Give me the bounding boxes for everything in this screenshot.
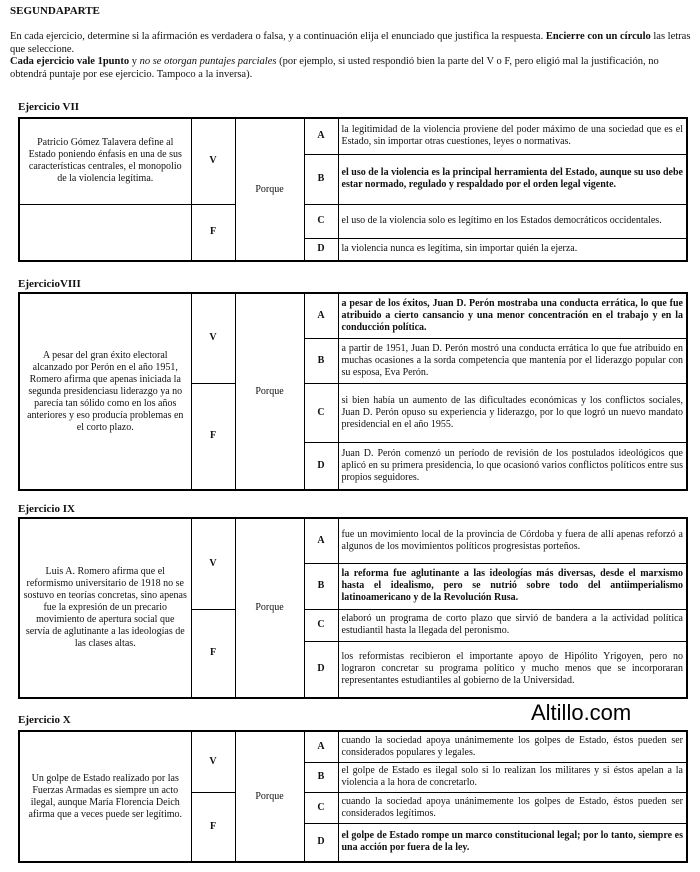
exercise-statement: Un golpe de Estado realizado por las Fuerzas Armadas es siempre un acto ilegal, aunque María Florencia Deich afirma que a veces puede ser legítimo. bbox=[19, 731, 191, 862]
exercise-table bbox=[18, 292, 688, 491]
option-text-b: el golpe de Estado es ilegal solo si lo realizan los militares y si éstos apelan a la violencia a la hora de concretarlo. bbox=[338, 762, 687, 792]
option-letter-b[interactable]: B bbox=[304, 154, 338, 204]
option-text-c: cuando la sociedad apoya unánimemente los golpes de Estado, éstos pueden ser considerados legítimos. bbox=[338, 792, 687, 823]
scoring-italic: no se otorgan puntajes parciales bbox=[139, 56, 277, 68]
watermark-logo: Altillo.com bbox=[531, 700, 632, 725]
option-letter-a[interactable]: A bbox=[304, 118, 338, 154]
option-letter-d[interactable]: D bbox=[304, 442, 338, 490]
option-letter-b[interactable]: B bbox=[304, 563, 338, 609]
instructions bbox=[10, 31, 692, 81]
instructions-paragraph-1 bbox=[10, 31, 692, 56]
false-option[interactable]: F bbox=[191, 204, 235, 261]
option-letter-c[interactable]: C bbox=[304, 204, 338, 238]
option-text-c: si bien había un aumento de las dificultades económicas y los conflictos sociales, Juan D. Perón opuso su experiencia y liderazgo, por lo que logró un nuevo mandato presidencial en el año 1955. bbox=[338, 383, 687, 442]
true-option[interactable]: V bbox=[191, 118, 235, 204]
option-letter-c[interactable]: C bbox=[304, 609, 338, 641]
true-option[interactable]: V bbox=[191, 731, 235, 792]
porque-label: Porque bbox=[235, 118, 304, 261]
option-letter-a[interactable]: A bbox=[304, 293, 338, 338]
exercise-table bbox=[18, 117, 688, 262]
option-text-a: a pesar de los éxitos, Juan D. Perón mostraba una conducta errática, lo que fue atribuido a cierto cansancio y una menor concentración en el trabajo y en la conducción política. bbox=[338, 293, 687, 338]
option-text-c: el uso de la violencia solo es legítimo en los Estados democráticos occidentales. bbox=[338, 204, 687, 238]
porque-label: Porque bbox=[235, 518, 304, 698]
option-text-a: la legitimidad de la violencia proviene del poder máximo de una sociedad que es el Estado, sin importar otras cuestiones, leyes o normativas. bbox=[338, 118, 687, 154]
exercise-title: Ejercicio IX bbox=[18, 503, 75, 515]
exercise-title: EjercicioVIII bbox=[18, 278, 81, 290]
exercise-statement: Luis A. Romero afirma que el reformismo universitario de 1918 no se sostuvo en teorías concretas, sino apenas fue la expresión de un precario movimiento de apertura social que servía de aglutinante a las ideologías de las clases altas. bbox=[19, 518, 191, 698]
option-text-b: el uso de la violencia es la principal herramienta del Estado, aunque su uso debe estar normado, regulado y respaldado por el orden legal vigente. bbox=[338, 154, 687, 204]
true-option[interactable]: V bbox=[191, 293, 235, 383]
false-option[interactable]: F bbox=[191, 383, 235, 490]
instructions-paragraph-2 bbox=[10, 56, 692, 81]
porque-label: Porque bbox=[235, 731, 304, 862]
instructions-text: y bbox=[129, 56, 140, 68]
option-letter-d[interactable]: D bbox=[304, 641, 338, 698]
option-letter-d[interactable]: D bbox=[304, 238, 338, 261]
exercise-title: Ejercicio X bbox=[18, 714, 71, 726]
exercise-title: Ejercicio VII bbox=[18, 101, 79, 113]
option-letter-a[interactable]: A bbox=[304, 518, 338, 563]
instructions-text: En cada ejercicio, determine si la afirmación es verdadera o falsa, y a continuación elija el enunciado que justifica la respuesta. bbox=[10, 31, 546, 42]
option-text-b: la reforma fue aglutinante a las ideologías más diversas, desde el marxismo hasta el idealismo, pero se nutrió sobre todo del antiimperialismo latinoamericano y de la Revolución Rusa. bbox=[338, 563, 687, 609]
option-letter-d[interactable]: D bbox=[304, 823, 338, 862]
exercise-statement: Patricio Gómez Talavera define al Estado poniendo énfasis en una de sus características centrales, el monopolio de la violencia legítima. bbox=[19, 118, 191, 204]
exercise-statement: A pesar del gran éxito electoral alcanzado por Perón en el año 1951, Romero afirma que apenas iniciada la segunda presidenciasu liderazgo ya no parecía tan sólido como en los años anteriores y eso producía problemas en el corto plazo. bbox=[19, 293, 191, 490]
option-letter-c[interactable]: C bbox=[304, 792, 338, 823]
option-text-a: cuando la sociedad apoya unánimemente los golpes de Estado, éstos pueden ser considerados populares y legales. bbox=[338, 731, 687, 762]
exercise-table bbox=[18, 517, 688, 699]
instructions-text: (por ejemplo, si usted respondió bien la parte del V o F, pero eligió mal la justificación, no obtendrá puntaje por ese ejercicio. Tampoco a la inversa). bbox=[10, 56, 659, 80]
instructions-emphasis: Encierre con un círculo bbox=[545, 31, 651, 42]
option-text-b: a partir de 1951, Juan D. Perón mostró una conducta errática lo que fue atribuido en muchas ocasiones a la sorda competencia que mantenía por el liderazgo popular con su esposa, Eva Perón. bbox=[338, 338, 687, 383]
option-text-d: la violencia nunca es legítima, sin importar quién la ejerza. bbox=[338, 238, 687, 261]
option-letter-b[interactable]: B bbox=[304, 762, 338, 792]
option-letter-b[interactable]: B bbox=[304, 338, 338, 383]
section-title: SEGUNDAPARTE bbox=[10, 5, 100, 17]
true-option[interactable]: V bbox=[191, 518, 235, 609]
option-text-c: elaboró un programa de corto plazo que sirvió de bandera a la actividad política estudiantil hasta la llegada del peronismo. bbox=[338, 609, 687, 641]
statement-blank bbox=[19, 204, 191, 261]
exercise-table bbox=[18, 730, 688, 863]
option-letter-c[interactable]: C bbox=[304, 383, 338, 442]
option-text-d: Juan D. Perón comenzó un período de revisión de los postulados ideológicos que aplicó en su primera presidencia, lo que ocasionó varios conflictos políticos entre sus propios seguidores. bbox=[338, 442, 687, 490]
option-letter-a[interactable]: A bbox=[304, 731, 338, 762]
false-option[interactable]: F bbox=[191, 609, 235, 698]
option-text-d: el golpe de Estado rompe un marco constitucional legal; por lo tanto, siempre es una acción por fuera de la ley. bbox=[338, 823, 687, 862]
porque-label: Porque bbox=[235, 293, 304, 490]
option-text-d: los reformistas recibieron el importante apoyo de Hipólito Yrigoyen, pero no lograron concretar su programa político y mucho menos que se incorporaran representantes estudiantiles al gobierno de la Universidad. bbox=[338, 641, 687, 698]
instructions-text: las letras que seleccione. bbox=[10, 31, 691, 55]
option-text-a: fue un movimiento local de la provincia de Córdoba y fuera de allí apenas reforzó a algunos de los movimientos políticos progresistas porteños. bbox=[338, 518, 687, 563]
scoring-emphasis: Cada ejercicio vale 1punto bbox=[10, 56, 130, 68]
false-option[interactable]: F bbox=[191, 792, 235, 862]
